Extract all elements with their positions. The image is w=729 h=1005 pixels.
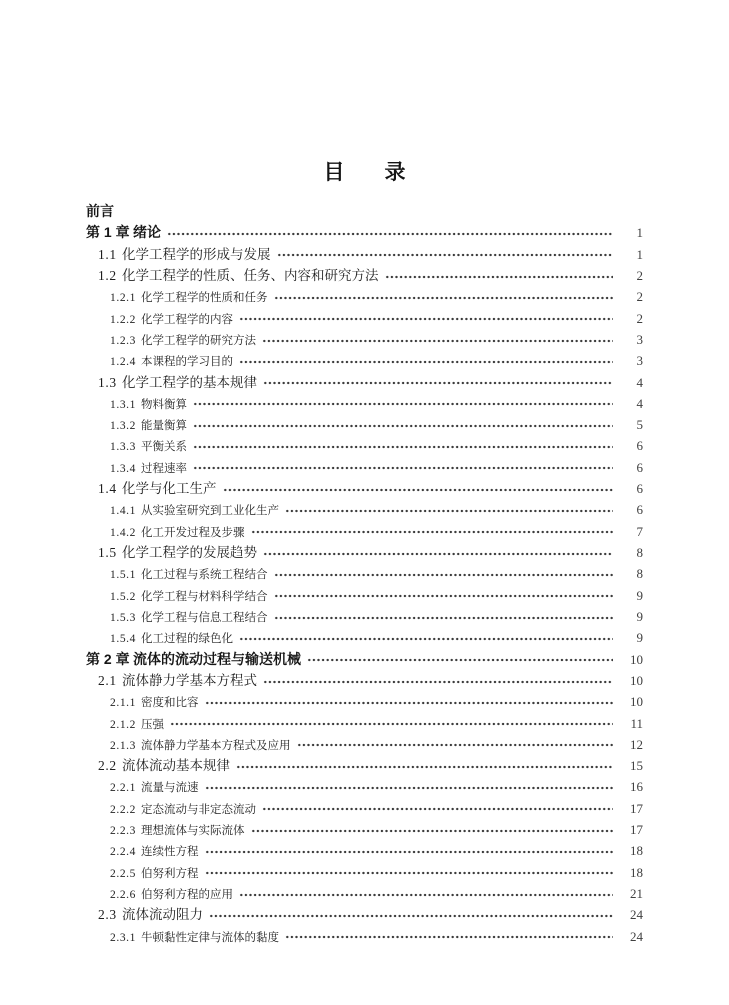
entry-title: 流量与流速 [141,782,199,795]
toc-entry [86,265,643,286]
toc-entry [86,414,643,435]
toc-entry [86,563,643,584]
entry-number: 1.5.1 [110,569,136,582]
toc-entry [86,435,643,456]
entry-number: 2.1.3 [110,739,136,752]
entry-page-number: 8 [636,566,643,582]
entry-title: 绪论 [133,224,161,241]
entry-title: 流体流动基本规律 [122,758,230,774]
page-title-char-right: 录 [384,161,406,184]
entry-title: 化学工程学的形成与发展 [122,246,271,262]
dot-leader [205,701,614,705]
toc-entry [86,372,643,393]
dot-leader [251,530,614,534]
dot-leader [205,786,614,790]
toc-entry [86,713,643,734]
entry-title: 伯努利方程 [141,867,199,880]
entry-page-number: 16 [630,779,643,795]
entry-title: 能量衡算 [141,420,187,433]
entry-title: 化学工程与材料科学结合 [141,590,268,603]
entry-page-number: 17 [630,822,643,838]
toc-entry [86,286,643,307]
dot-leader [385,275,614,279]
dot-leader [297,743,614,747]
entry-title: 化学工程学的内容 [141,313,233,326]
dot-leader [251,829,614,833]
dot-leader [239,317,613,321]
toc-entry [86,840,643,861]
dot-leader [193,445,613,449]
entry-number: 第 2 章 [86,650,130,667]
dot-leader [193,466,613,470]
entry-number: 1.5.4 [110,633,136,646]
dot-leader [262,807,613,811]
entry-page-number: 21 [630,886,643,901]
entry-number: 1.2.1 [110,292,136,305]
entry-number: 1.3.4 [110,462,136,475]
entry-page-number: 12 [630,736,643,752]
dot-leader [223,488,614,492]
entry-title: 平衡关系 [141,441,187,454]
entry-title: 流体静力学基本方程式及应用 [141,739,291,752]
dot-leader [274,594,614,598]
toc-entry [86,585,643,606]
toc-entry [86,904,643,925]
entry-title: 从实验室研究到工业化生产 [141,505,279,518]
toc-list [86,201,643,947]
entry-page-number: 6 [636,481,643,497]
entry-number: 1.1 [98,246,117,262]
entry-number: 2.3 [98,907,117,923]
entry-number: 1.2.2 [110,313,136,326]
entry-number: 2.1.1 [110,697,136,710]
entry-title: 过程速率 [141,462,187,475]
entry-title: 流体静力学基本方程式 [122,672,257,688]
dot-leader [236,765,613,769]
entry-number: 1.5 [98,545,117,560]
entry-page-number: 10 [630,672,643,688]
entry-title: 定态流动与非定态流动 [141,803,256,816]
entry-page-number: 18 [630,843,643,859]
entry-number: 1.4 [98,481,117,497]
entry-page-number: 9 [636,587,643,603]
toc-entry [86,776,643,797]
entry-number: 2.1 [98,672,117,688]
entry-page-number: 9 [636,630,643,646]
entry-page-number: 8 [636,545,643,560]
toc-entry [86,627,643,648]
toc-entry [86,883,643,904]
page-title-char-left: 目 [323,161,345,184]
entry-title: 连续性方程 [141,846,199,859]
entry-page-number: 10 [630,651,643,667]
entry-title: 流体的流动过程与输送机械 [133,650,301,667]
entry-page-number: 18 [630,864,643,880]
dot-leader [205,871,614,875]
entry-page-number: 4 [636,395,643,411]
toc-entry [86,670,643,691]
entry-number: 2.2 [98,758,117,774]
entry-number: 2.2.2 [110,803,136,816]
entry-number: 1.3.2 [110,420,136,433]
dot-leader [307,658,613,662]
dot-leader [239,637,613,641]
dot-leader [263,381,613,385]
toc-entry [86,222,643,243]
entry-page-number: 17 [630,800,643,816]
toc-entry [86,734,643,755]
dot-leader [274,616,614,620]
entry-number: 2.3.1 [110,931,136,944]
toc-entry [86,244,643,265]
entry-page-number: 11 [630,715,643,731]
entry-title: 物料衡算 [141,398,187,411]
entry-title: 密度和比容 [141,697,199,710]
toc-entry [86,606,643,627]
entry-number: 2.2.5 [110,867,136,880]
dot-leader [285,509,613,513]
entry-number: 1.4.1 [110,505,136,518]
dot-leader [193,424,613,428]
entry-number: 1.2.4 [110,356,136,369]
entry-title: 伯努利方程的应用 [141,889,233,901]
toc-entry [86,521,643,542]
entry-title: 化工过程的绿色化 [141,633,233,646]
dot-leader [285,935,613,939]
toc-entry [86,691,643,712]
toc-entry [86,862,643,883]
entry-page-number: 6 [636,502,643,518]
entry-number: 2.2.4 [110,846,136,859]
entry-page-number: 5 [636,417,643,433]
entry-number: 2.2.1 [110,782,136,795]
entry-page-number: 2 [636,310,643,326]
dot-leader [167,232,613,236]
entry-title: 化学工程学的基本规律 [122,374,257,390]
entry-number: 1.5.3 [110,611,136,624]
toc-entry [86,798,643,819]
toc-entry [86,755,643,776]
entry-title: 化工过程与系统工程结合 [141,569,268,582]
entry-title: 化学工程学的性质和任务 [141,292,268,305]
toc-entry [86,329,643,350]
entry-title: 前言 [86,203,114,219]
entry-page-number: 15 [630,758,643,774]
toc-entry [86,201,643,222]
dot-leader [263,680,613,684]
toc-entry [86,499,643,520]
entry-title: 压强 [141,718,164,731]
dot-leader [193,402,613,406]
dot-leader [170,722,613,726]
entry-page-number: 1 [636,246,643,262]
dot-leader [209,914,613,918]
entry-number: 1.2.3 [110,334,136,347]
dot-leader [277,253,614,257]
entry-number: 1.2 [98,267,117,283]
entry-title: 化学工程学的研究方法 [141,334,256,347]
dot-leader [263,552,613,556]
entry-number: 1.5.2 [110,590,136,603]
entry-page-number: 4 [636,374,643,390]
entry-title: 牛顿黏性定律与流体的黏度 [141,931,279,944]
entry-page-number: 3 [636,353,643,369]
entry-page-number: 1 [636,225,643,241]
entry-page-number: 6 [636,459,643,475]
entry-number: 1.3 [98,374,117,390]
toc-entry [86,649,643,670]
toc-entry [86,926,643,947]
entry-page-number: 6 [636,438,643,454]
entry-page-number: 24 [630,907,643,923]
dot-leader [274,296,614,300]
entry-number: 2.1.2 [110,718,136,731]
entry-title: 本课程的学习目的 [141,356,233,369]
dot-leader [274,573,614,577]
entry-page-number: 3 [636,331,643,347]
entry-page-number: 24 [630,928,643,944]
toc-entry [86,308,643,329]
entry-page-number: 9 [636,608,643,624]
entry-title: 化学工程学的性质、任务、内容和研究方法 [122,267,379,283]
dot-leader [239,360,613,364]
entry-number: 1.3.1 [110,398,136,411]
entry-number: 1.3.3 [110,441,136,454]
dot-leader [205,850,614,854]
entry-title: 化学工程学的发展趋势 [122,545,257,560]
entry-page-number: 7 [636,523,643,539]
dot-leader [239,893,613,897]
entry-number: 2.2.6 [110,889,136,901]
entry-title: 化工开发过程及步骤 [141,526,245,539]
entry-number: 1.4.2 [110,526,136,539]
toc-entry [86,350,643,371]
page-title [0,161,729,185]
entry-page-number: 2 [636,289,643,305]
entry-page-number: 2 [636,267,643,283]
toc-entry [86,393,643,414]
dot-leader [262,339,613,343]
toc-entry [86,819,643,840]
entry-number: 2.2.3 [110,825,136,838]
entry-title: 流体流动阻力 [122,907,203,923]
toc-entry [86,478,643,499]
entry-title: 理想流体与实际流体 [141,825,245,838]
entry-title: 化学与化工生产 [122,481,217,497]
entry-page-number: 10 [630,694,643,710]
entry-title: 化学工程与信息工程结合 [141,611,268,624]
toc-entry [86,542,643,563]
toc-entry [86,457,643,478]
entry-number: 第 1 章 [86,224,130,241]
